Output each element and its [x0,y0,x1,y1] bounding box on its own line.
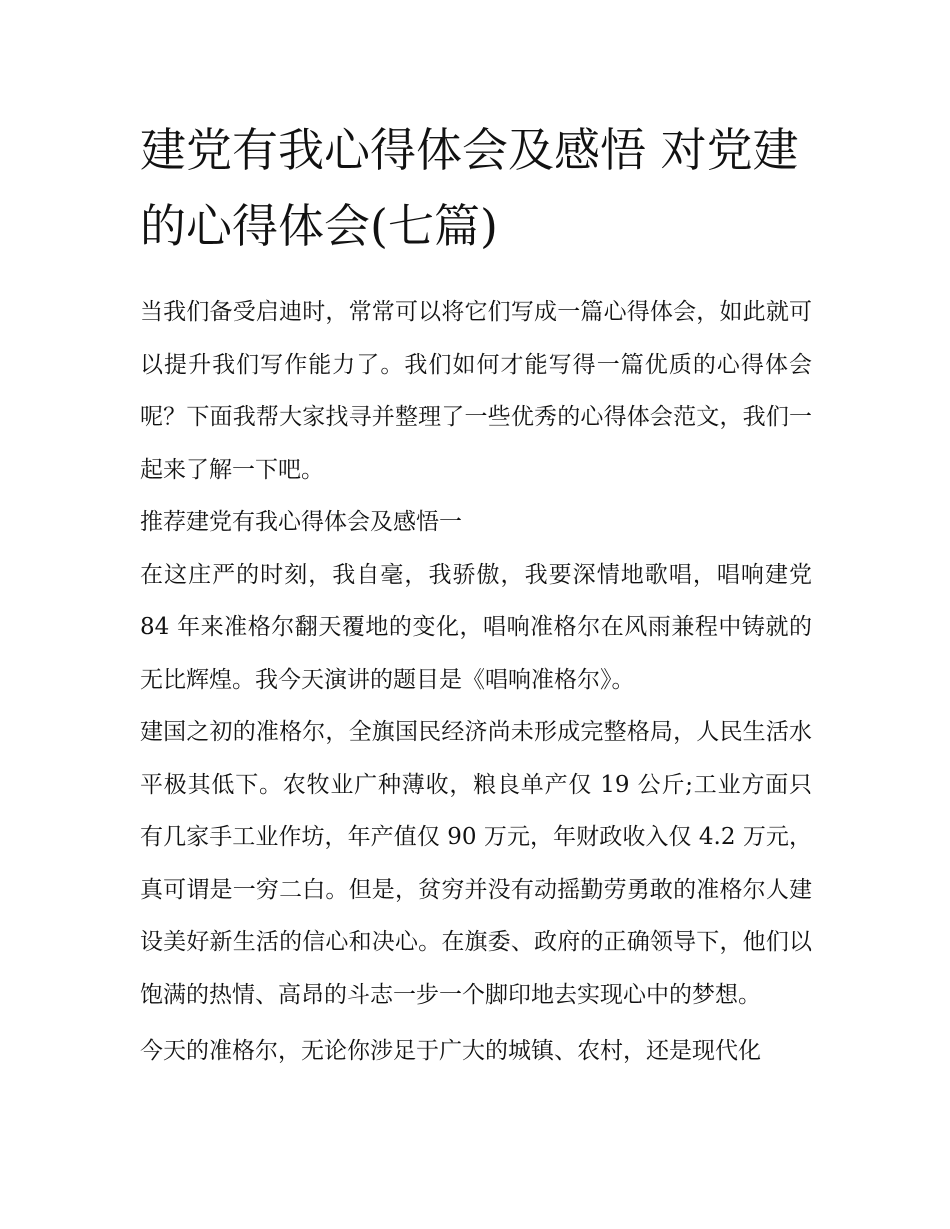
document-body [140,112,812,1078]
body-paragraph: 今天的准格尔，无论你涉足于广大的城镇、农村，还是现代化 [140,1038,761,1064]
document-title: 建党有我心得体会及感悟 对党建的心得体会(七篇) [140,123,799,253]
body-paragraph: 建国之初的准格尔，全旗国民经济尚未形成完整格局，人民生活水平极其低下。农牧业广种薄收，粮良单产仅 19 公斤;工业方面只有几家手工业作坊，年产值仅 90 万元，年财政收入仅 4.2 万元，真可谓是一穷二白。但是，贫穷并没有动摇勤劳勇敢的准格尔人建设美好新生活的信心和决心。在旗委、政府的正确领导下，他们以饱满的热情、高昂的斗志一步一个脚印地去实现心中的梦想。 [140,719,812,1008]
section-heading: 推荐建党有我心得体会及感悟一 [140,509,462,535]
body-paragraph: 在这庄严的时刻，我自毫，我骄傲，我要深情地歌唱，唱响建党 84 年来准格尔翻天覆地的变化，唱响准格尔在风雨兼程中铸就的无比辉煌。我今天演讲的题目是《唱响准格尔》。 [140,561,812,693]
intro-paragraph: 当我们备受启迪时，常常可以将它们写成一篇心得体会，如此就可以提升我们写作能力了。我们如何才能写得一篇优质的心得体会呢？下面我帮大家找寻并整理了一些优秀的心得体会范文，我们一起来了解一下吧。 [140,299,812,483]
